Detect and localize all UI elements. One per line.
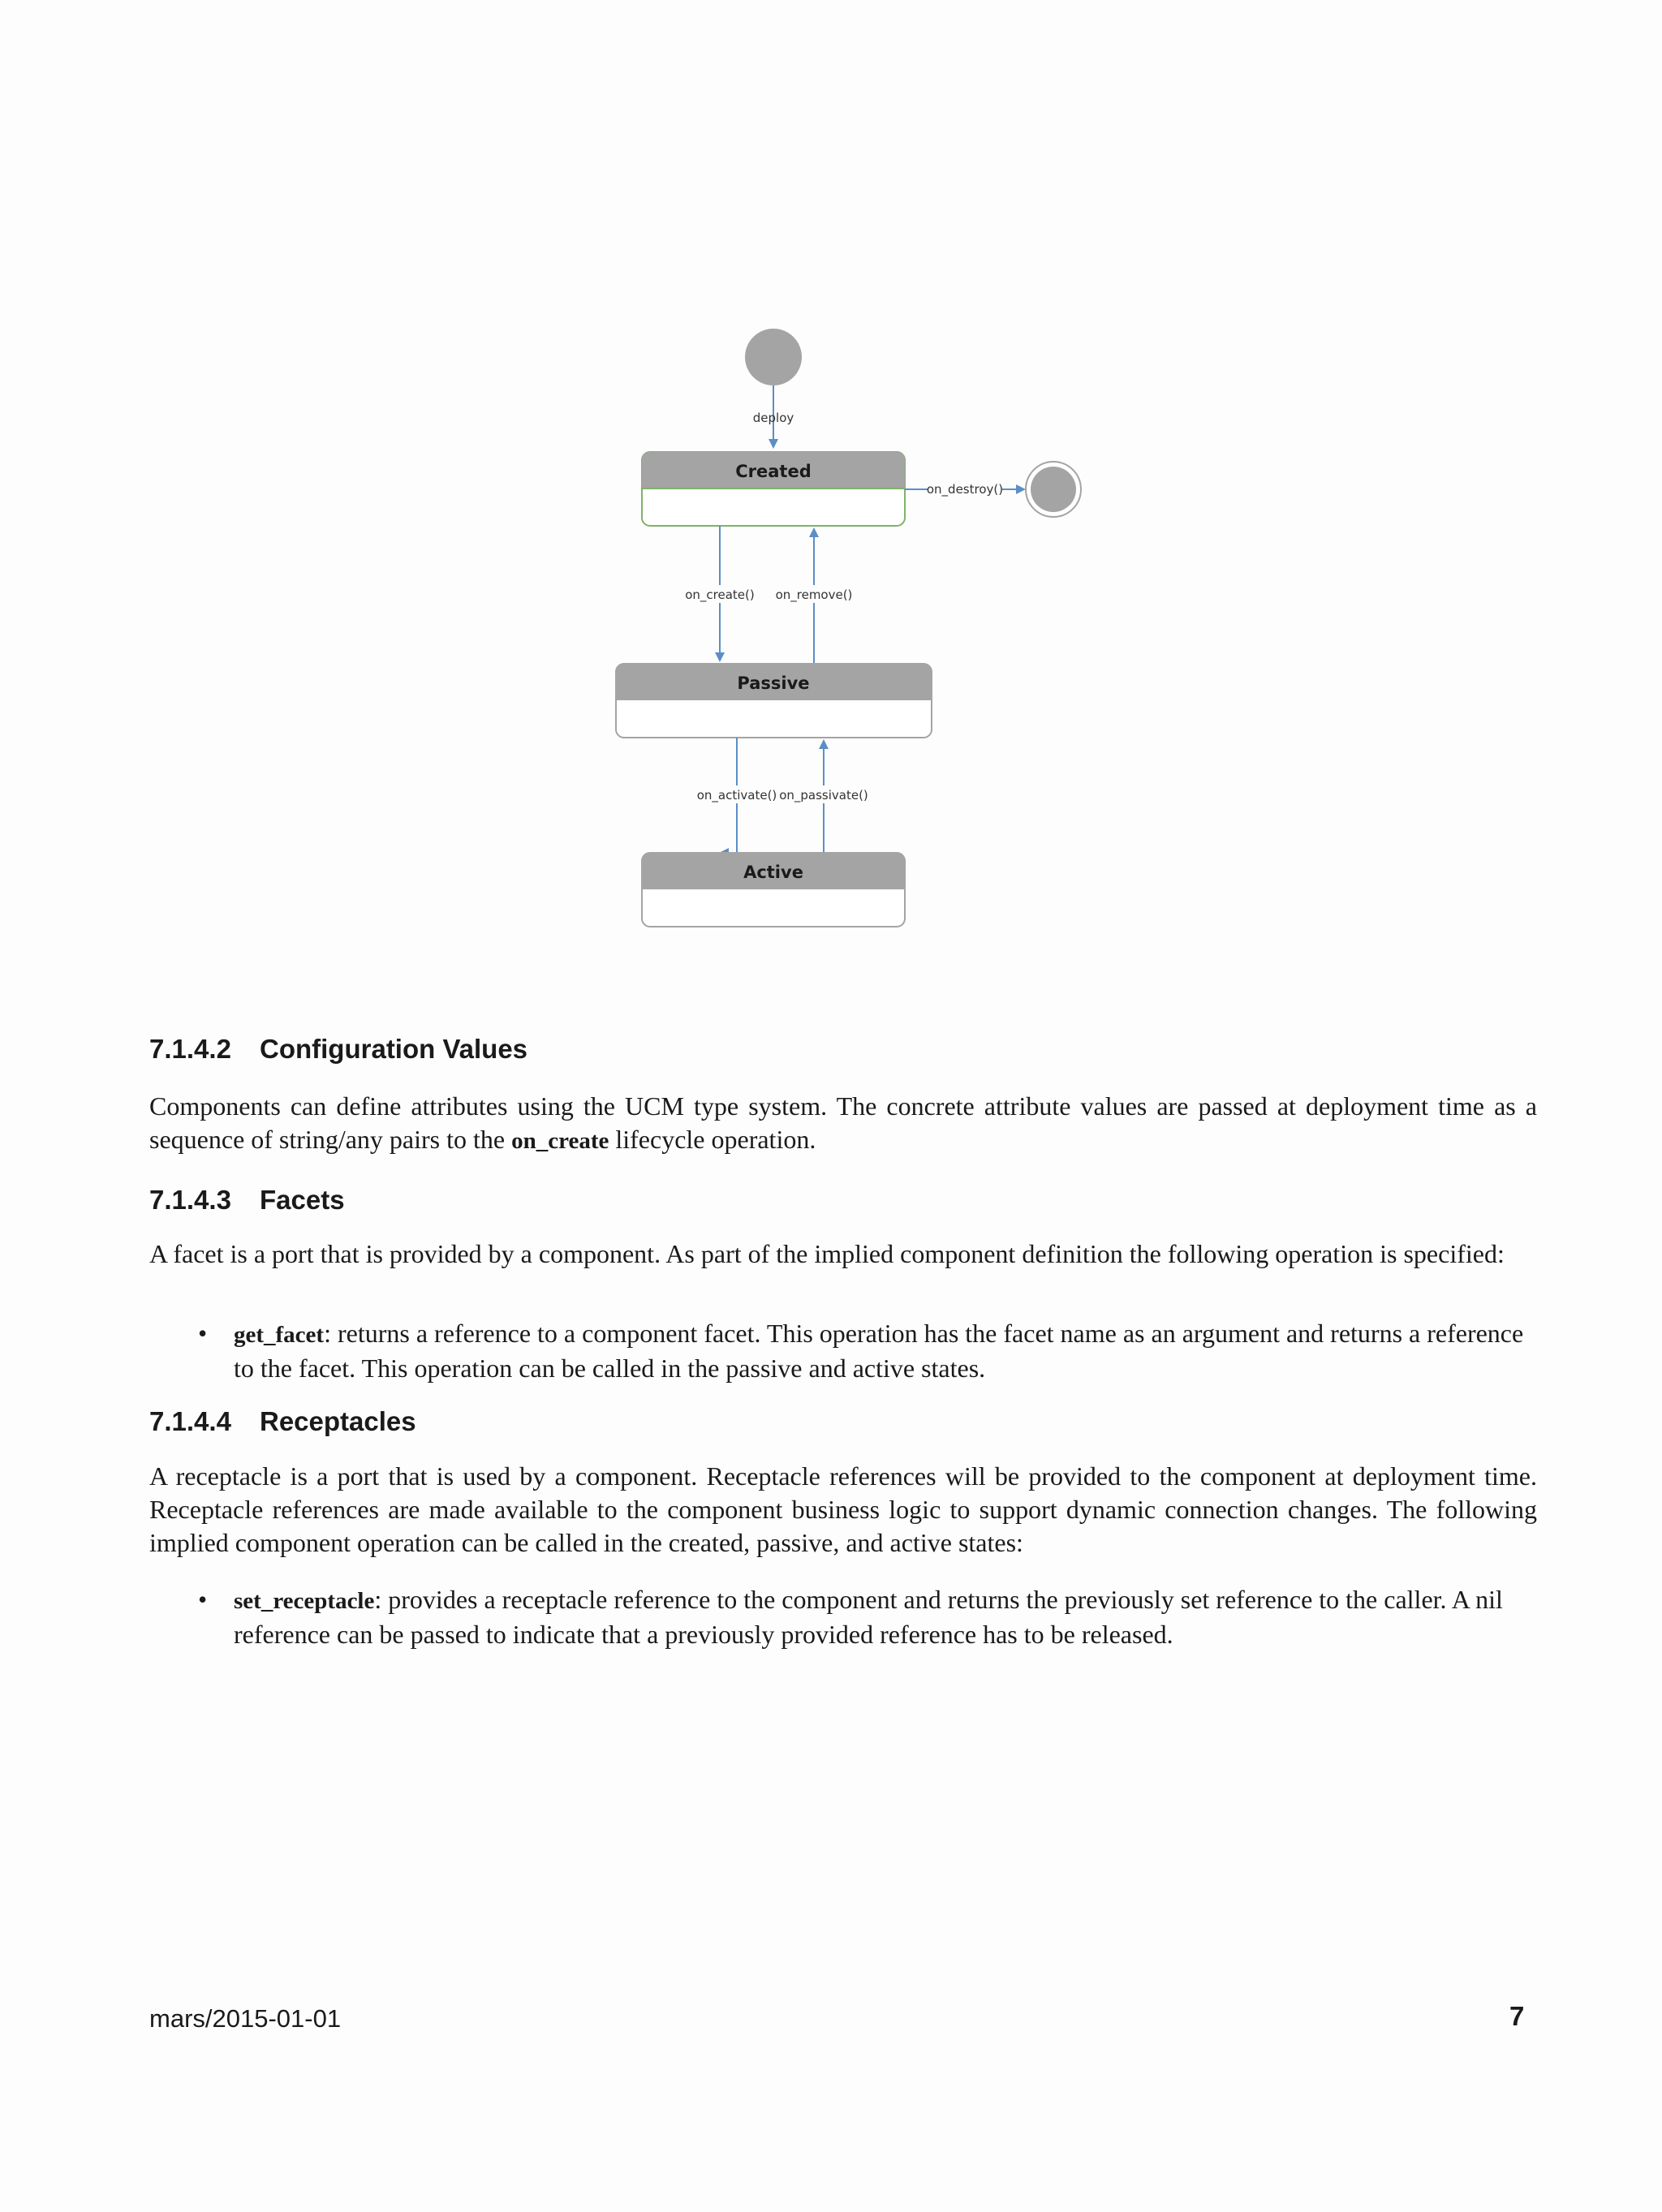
receptacles-paragraph: A receptacle is a port that is used by a component. Receptacle references will be provided to the component at deployment time. Receptacle references are made available to the component business logic to support dynamic connection changes. The following implied component operation can be called in the created, passive, and active states: — [149, 1461, 1537, 1557]
bullet-marker: • — [198, 1319, 208, 1348]
paragraph-text: Components can define attributes using the UCM type system. The concrete attribute values are passed at deployment time as a sequence of string/any pairs to the — [149, 1091, 1537, 1154]
bullet-text: : returns a reference to a component facet. This operation has the facet name as an argument and returns a reference to the facet. This operation can be called in the passive and active states. — [234, 1319, 1524, 1383]
facets-paragraph: A facet is a port that is provided by a component. As part of the implied component definition the following operation is specified: — [149, 1239, 1505, 1268]
section-number: 7.1.4.4 — [149, 1406, 231, 1436]
state-passive-title: Passive — [737, 673, 810, 693]
on-remove-label: on_remove() — [775, 587, 853, 602]
state-diagram — [0, 0, 1662, 974]
on-create-term: on_create — [511, 1128, 609, 1154]
on-destroy-label: on_destroy() — [926, 482, 1004, 497]
section-heading-receptacles — [149, 1406, 416, 1437]
get-facet-term: get_facet — [234, 1322, 325, 1348]
section-title: Configuration Values — [260, 1034, 528, 1064]
on-create-label: on_create() — [685, 587, 755, 602]
on-passivate-label: on_passivate() — [779, 788, 868, 803]
state-created — [642, 452, 905, 526]
section-title: Facets — [260, 1185, 345, 1215]
get-facet-bullet — [234, 1317, 1532, 1385]
on-activate-label: on_activate() — [696, 788, 777, 803]
state-passive — [616, 664, 932, 738]
footer-document-id: mars/2015-01-01 — [149, 2004, 342, 2033]
deploy-label: deploy — [752, 411, 794, 425]
set-receptacle-term: set_receptacle — [234, 1588, 375, 1614]
final-state-node — [1026, 462, 1081, 517]
section-heading-configuration-values — [149, 1034, 527, 1065]
paragraph-text: lifecycle operation. — [609, 1125, 816, 1154]
configuration-values-paragraph — [149, 1090, 1537, 1158]
bullet-marker: • — [198, 1585, 208, 1614]
set-receptacle-bullet — [234, 1583, 1532, 1651]
section-title: Receptacles — [260, 1406, 416, 1436]
state-active-title: Active — [743, 863, 803, 882]
section-heading-facets — [149, 1185, 345, 1216]
page-number: 7 — [1509, 2001, 1525, 2031]
state-created-title: Created — [735, 462, 812, 481]
state-active — [642, 853, 905, 927]
section-number: 7.1.4.2 — [149, 1034, 231, 1064]
bullet-text: : provides a receptacle reference to the component and returns the previously set reference to the caller. A nil reference can be passed to indicate that a previously provided reference has to be released. — [234, 1585, 1503, 1649]
section-number: 7.1.4.3 — [149, 1185, 231, 1215]
initial-state-node — [745, 329, 802, 385]
